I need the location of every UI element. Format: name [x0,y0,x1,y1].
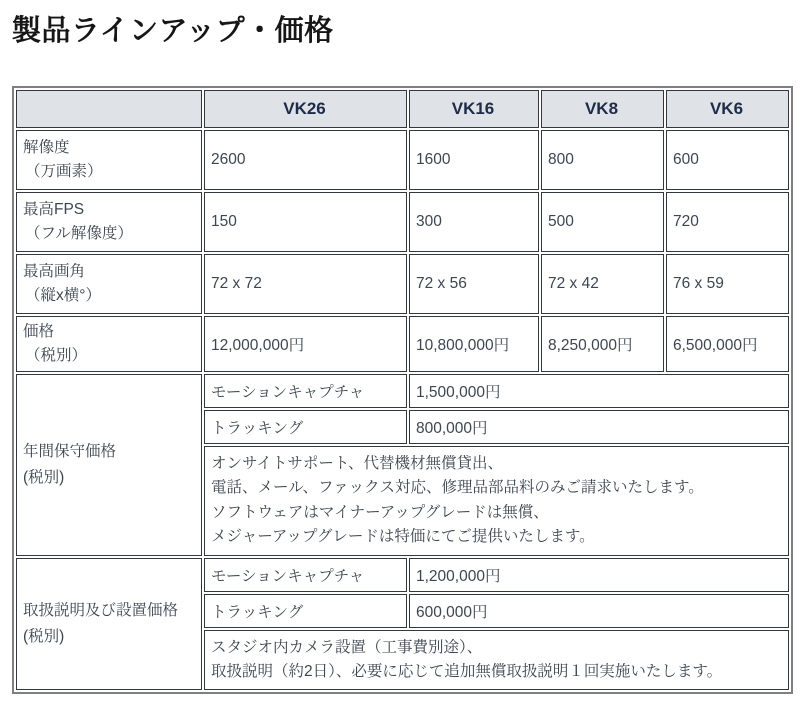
section-label-line2: (税別) [23,628,65,646]
maintenance-note-line: メジャーアップグレードは特価にてご提供いたします。 [211,528,595,546]
maintenance-note-line: ソフトウェアはマイナーアップグレードは無償、 [211,503,549,521]
max-angle-vk26: 72 x 72 [204,254,407,314]
maintenance-note-line: 電話、メール、ファックス対応、修理品部品料のみご請求いたします。 [211,479,704,497]
max-fps-vk8: 500 [541,192,664,252]
price-vk16: 10,800,000円 [409,316,539,372]
maintenance-item-name: トラッキング [204,410,407,444]
page-title: 製品ラインアップ・価格 [12,15,334,47]
max-angle-vk6: 76 x 59 [666,254,789,314]
installation-item-name: モーションキャプチャ [204,558,407,592]
max-fps-vk26: 150 [204,192,407,252]
max-angle-vk16: 72 x 56 [409,254,539,314]
row-label-line2: （税別） [25,347,88,364]
table-row-price [16,316,789,372]
max-angle-vk8: 72 x 42 [541,254,664,314]
row-label-line2: （フル解像度） [25,225,133,242]
pricing-table [12,86,793,694]
row-label-max-fps [16,192,202,252]
price-vk26: 12,000,000円 [204,316,407,372]
section-label-maintenance [16,374,202,556]
maintenance-item-price: 800,000円 [409,410,789,444]
row-label-line1: 価格 [23,323,55,340]
table-header-row [16,90,789,128]
table-row-installation-motion-capture [16,558,789,592]
resolution-vk26: 2600 [204,130,407,190]
resolution-vk6: 600 [666,130,789,190]
maintenance-item-price: 1,500,000円 [409,374,789,408]
row-label-resolution [16,130,202,190]
column-header-vk8: VK8 [541,90,664,128]
row-label-line1: 最高画角 [23,263,86,280]
maintenance-note-line: オンサイトサポート、代替機材無償貸出、 [211,455,504,472]
column-header-vk16: VK16 [409,90,539,128]
section-label-line1: 年間保守価格 [23,442,117,460]
resolution-vk16: 1600 [409,130,539,190]
header-corner-cell [16,90,202,128]
price-vk6: 6,500,000円 [666,316,789,372]
row-label-line1: 解像度 [23,139,70,156]
row-label-line2: （万画素） [25,163,103,180]
section-label-line1: 取扱説明及び設置価格 [23,602,179,620]
installation-note-line: スタジオ内カメラ設置（工事費別途）、 [211,638,483,656]
installation-item-price: 1,200,000円 [409,558,789,592]
row-label-line1: 最高FPS [23,201,85,218]
resolution-vk8: 800 [541,130,664,190]
installation-note [204,630,789,691]
max-fps-vk6: 720 [666,192,789,252]
maintenance-note [204,446,789,556]
max-fps-vk16: 300 [409,192,539,252]
column-header-vk26: VK26 [204,90,407,128]
installation-item-name: トラッキング [204,594,407,628]
price-vk8: 8,250,000円 [541,316,664,372]
row-label-price [16,316,202,372]
maintenance-item-name: モーションキャプチャ [204,374,407,408]
row-label-line2: （縦x横°） [25,287,101,304]
table-row-maintenance-motion-capture [16,374,789,408]
table-row-max-fps [16,192,789,252]
column-header-vk6: VK6 [666,90,789,128]
table-row-max-angle [16,254,789,314]
section-label-line2: (税別) [23,468,65,486]
row-label-max-angle [16,254,202,314]
section-label-installation [16,558,202,691]
installation-note-line: 取扱説明（約2日）、必要に応じて追加無償取扱説明１回実施いたします。 [211,663,723,681]
table-row-resolution [16,130,789,190]
installation-item-price: 600,000円 [409,594,789,628]
